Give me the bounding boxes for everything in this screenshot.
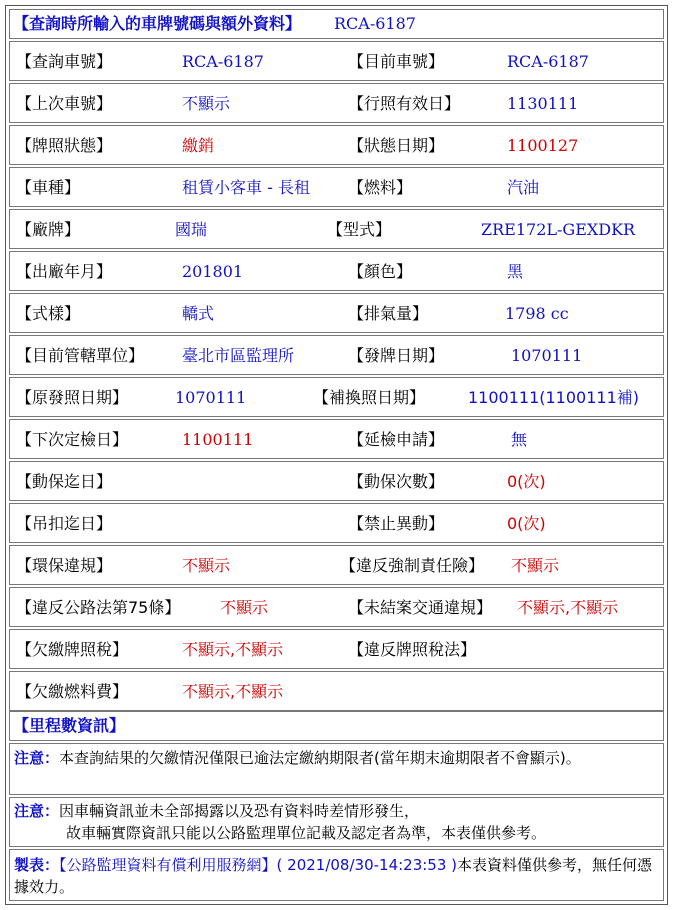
info-row bbox=[9, 125, 664, 165]
value-left: 不顯示 bbox=[220, 598, 269, 617]
value-right: 汽油 bbox=[507, 178, 540, 197]
value-right: 1070111 bbox=[511, 346, 583, 365]
label-right: 【行照有效日】 bbox=[348, 94, 461, 113]
value-right: 1100111(1100111補) bbox=[468, 388, 640, 407]
value-right: 1100127 bbox=[507, 136, 579, 155]
info-row bbox=[9, 209, 664, 249]
value-right: 無 bbox=[511, 430, 528, 449]
label-right: 【違反牌照稅法】 bbox=[348, 640, 477, 659]
footer-text: 本表資料僅供參考，無任何憑據效力。 bbox=[14, 856, 653, 896]
value-right: RCA-6187 bbox=[507, 52, 589, 71]
label-right: 【未結案交通違規】 bbox=[348, 598, 493, 617]
footer-source: 【公路監理資料有償利用服務網】 bbox=[59, 856, 277, 874]
label-right: 【狀態日期】 bbox=[348, 136, 445, 155]
note-1 bbox=[9, 743, 664, 795]
label-left: 【牌照狀態】 bbox=[16, 136, 113, 155]
label-right: 【型式】 bbox=[327, 220, 392, 239]
value-left: RCA-6187 bbox=[182, 52, 264, 71]
label-right: 【禁止異動】 bbox=[348, 514, 445, 533]
value-right: 1130111 bbox=[507, 94, 579, 113]
value-right: 0(次) bbox=[507, 514, 546, 533]
value-right: 不顯示,不顯示 bbox=[517, 598, 619, 617]
mileage-title: 【里程數資訊】 bbox=[13, 716, 126, 735]
info-row bbox=[9, 587, 664, 627]
value-left: 不顯示,不顯示 bbox=[182, 682, 284, 701]
value-left: 1070111 bbox=[175, 388, 247, 407]
value-left: 不顯示,不顯示 bbox=[182, 640, 284, 659]
info-row bbox=[9, 419, 664, 459]
value-left: 1100111 bbox=[182, 430, 254, 449]
header-plate: RCA-6187 bbox=[334, 14, 416, 33]
label-left: 【環保違規】 bbox=[16, 556, 113, 575]
value-right: 不顯示 bbox=[511, 556, 560, 575]
value-right: ZRE172L-GEXDKR bbox=[481, 220, 636, 239]
footer-time: ( 2021/08/30-14:23:53 ) bbox=[276, 856, 458, 874]
mileage-row bbox=[9, 711, 664, 741]
label-right: 【延檢申請】 bbox=[348, 430, 445, 449]
label-left: 【原發照日期】 bbox=[16, 388, 129, 407]
note-1-label: 注意： bbox=[14, 749, 60, 767]
label-left: 【上次車號】 bbox=[16, 94, 113, 113]
value-left: 繳銷 bbox=[182, 136, 215, 155]
info-row bbox=[9, 335, 664, 375]
label-left: 【車種】 bbox=[16, 178, 81, 197]
info-row bbox=[9, 671, 664, 711]
label-left: 【違反公路法第75條】 bbox=[16, 598, 181, 617]
info-row bbox=[9, 293, 664, 333]
label-right: 【違反強制責任險】 bbox=[340, 556, 485, 575]
label-right: 【顏色】 bbox=[348, 262, 413, 281]
value-left: 臺北市區監理所 bbox=[182, 346, 295, 365]
header-title: 【查詢時所輸入的車牌號碼與額外資料】 bbox=[13, 14, 302, 33]
label-left: 【式樣】 bbox=[16, 304, 81, 323]
info-row bbox=[9, 461, 664, 501]
info-row bbox=[9, 83, 664, 123]
report-frame bbox=[5, 5, 668, 905]
info-row bbox=[9, 545, 664, 585]
label-left: 【欠繳牌照稅】 bbox=[16, 640, 129, 659]
footer bbox=[9, 849, 664, 901]
note-2-line2: 故車輛實際資訊只能以公路監理單位記載及認定者為準，本表僅供參考。 bbox=[66, 824, 547, 842]
report-header bbox=[9, 9, 664, 39]
value-left: 不顯示 bbox=[182, 556, 231, 575]
info-row bbox=[9, 167, 664, 207]
note-2 bbox=[9, 797, 664, 847]
label-left: 【廠牌】 bbox=[16, 220, 81, 239]
value-left: 轎式 bbox=[182, 304, 215, 323]
info-row bbox=[9, 377, 664, 417]
value-right: 1798 cc bbox=[505, 304, 569, 323]
value-left: 201801 bbox=[182, 262, 244, 281]
info-row bbox=[9, 503, 664, 543]
label-right: 【目前車號】 bbox=[348, 52, 445, 71]
label-right: 【發牌日期】 bbox=[348, 346, 445, 365]
label-right: 【動保次數】 bbox=[348, 472, 445, 491]
value-right: 黑 bbox=[507, 262, 524, 281]
note-1-text: 本查詢結果的欠繳情況僅限已逾法定繳納期限者(當年期末逾期限者不會顯示)。 bbox=[59, 749, 581, 767]
label-left: 【下次定檢日】 bbox=[16, 430, 129, 449]
note-2-line1: 因車輛資訊並未全部揭露以及恐有資料時差情形發生， bbox=[59, 802, 420, 820]
value-left: 不顯示 bbox=[182, 94, 231, 113]
footer-label: 製表： bbox=[14, 856, 60, 874]
info-row bbox=[9, 251, 664, 291]
label-right: 【補換照日期】 bbox=[313, 388, 426, 407]
label-left: 【目前管轄單位】 bbox=[16, 346, 145, 365]
label-left: 【查詢車號】 bbox=[16, 52, 113, 71]
info-row bbox=[9, 41, 664, 81]
label-left: 【欠繳燃料費】 bbox=[16, 682, 129, 701]
info-row bbox=[9, 629, 664, 669]
label-left: 【動保迄日】 bbox=[16, 472, 113, 491]
note-2-label: 注意： bbox=[14, 802, 60, 820]
label-left: 【出廠年月】 bbox=[16, 262, 113, 281]
value-left: 國瑞 bbox=[175, 220, 208, 239]
value-left: 租賃小客車 - 長租 bbox=[182, 178, 310, 197]
label-right: 【排氣量】 bbox=[348, 304, 429, 323]
value-right: 0(次) bbox=[507, 472, 546, 491]
label-right: 【燃料】 bbox=[348, 178, 413, 197]
label-left: 【吊扣迄日】 bbox=[16, 514, 113, 533]
